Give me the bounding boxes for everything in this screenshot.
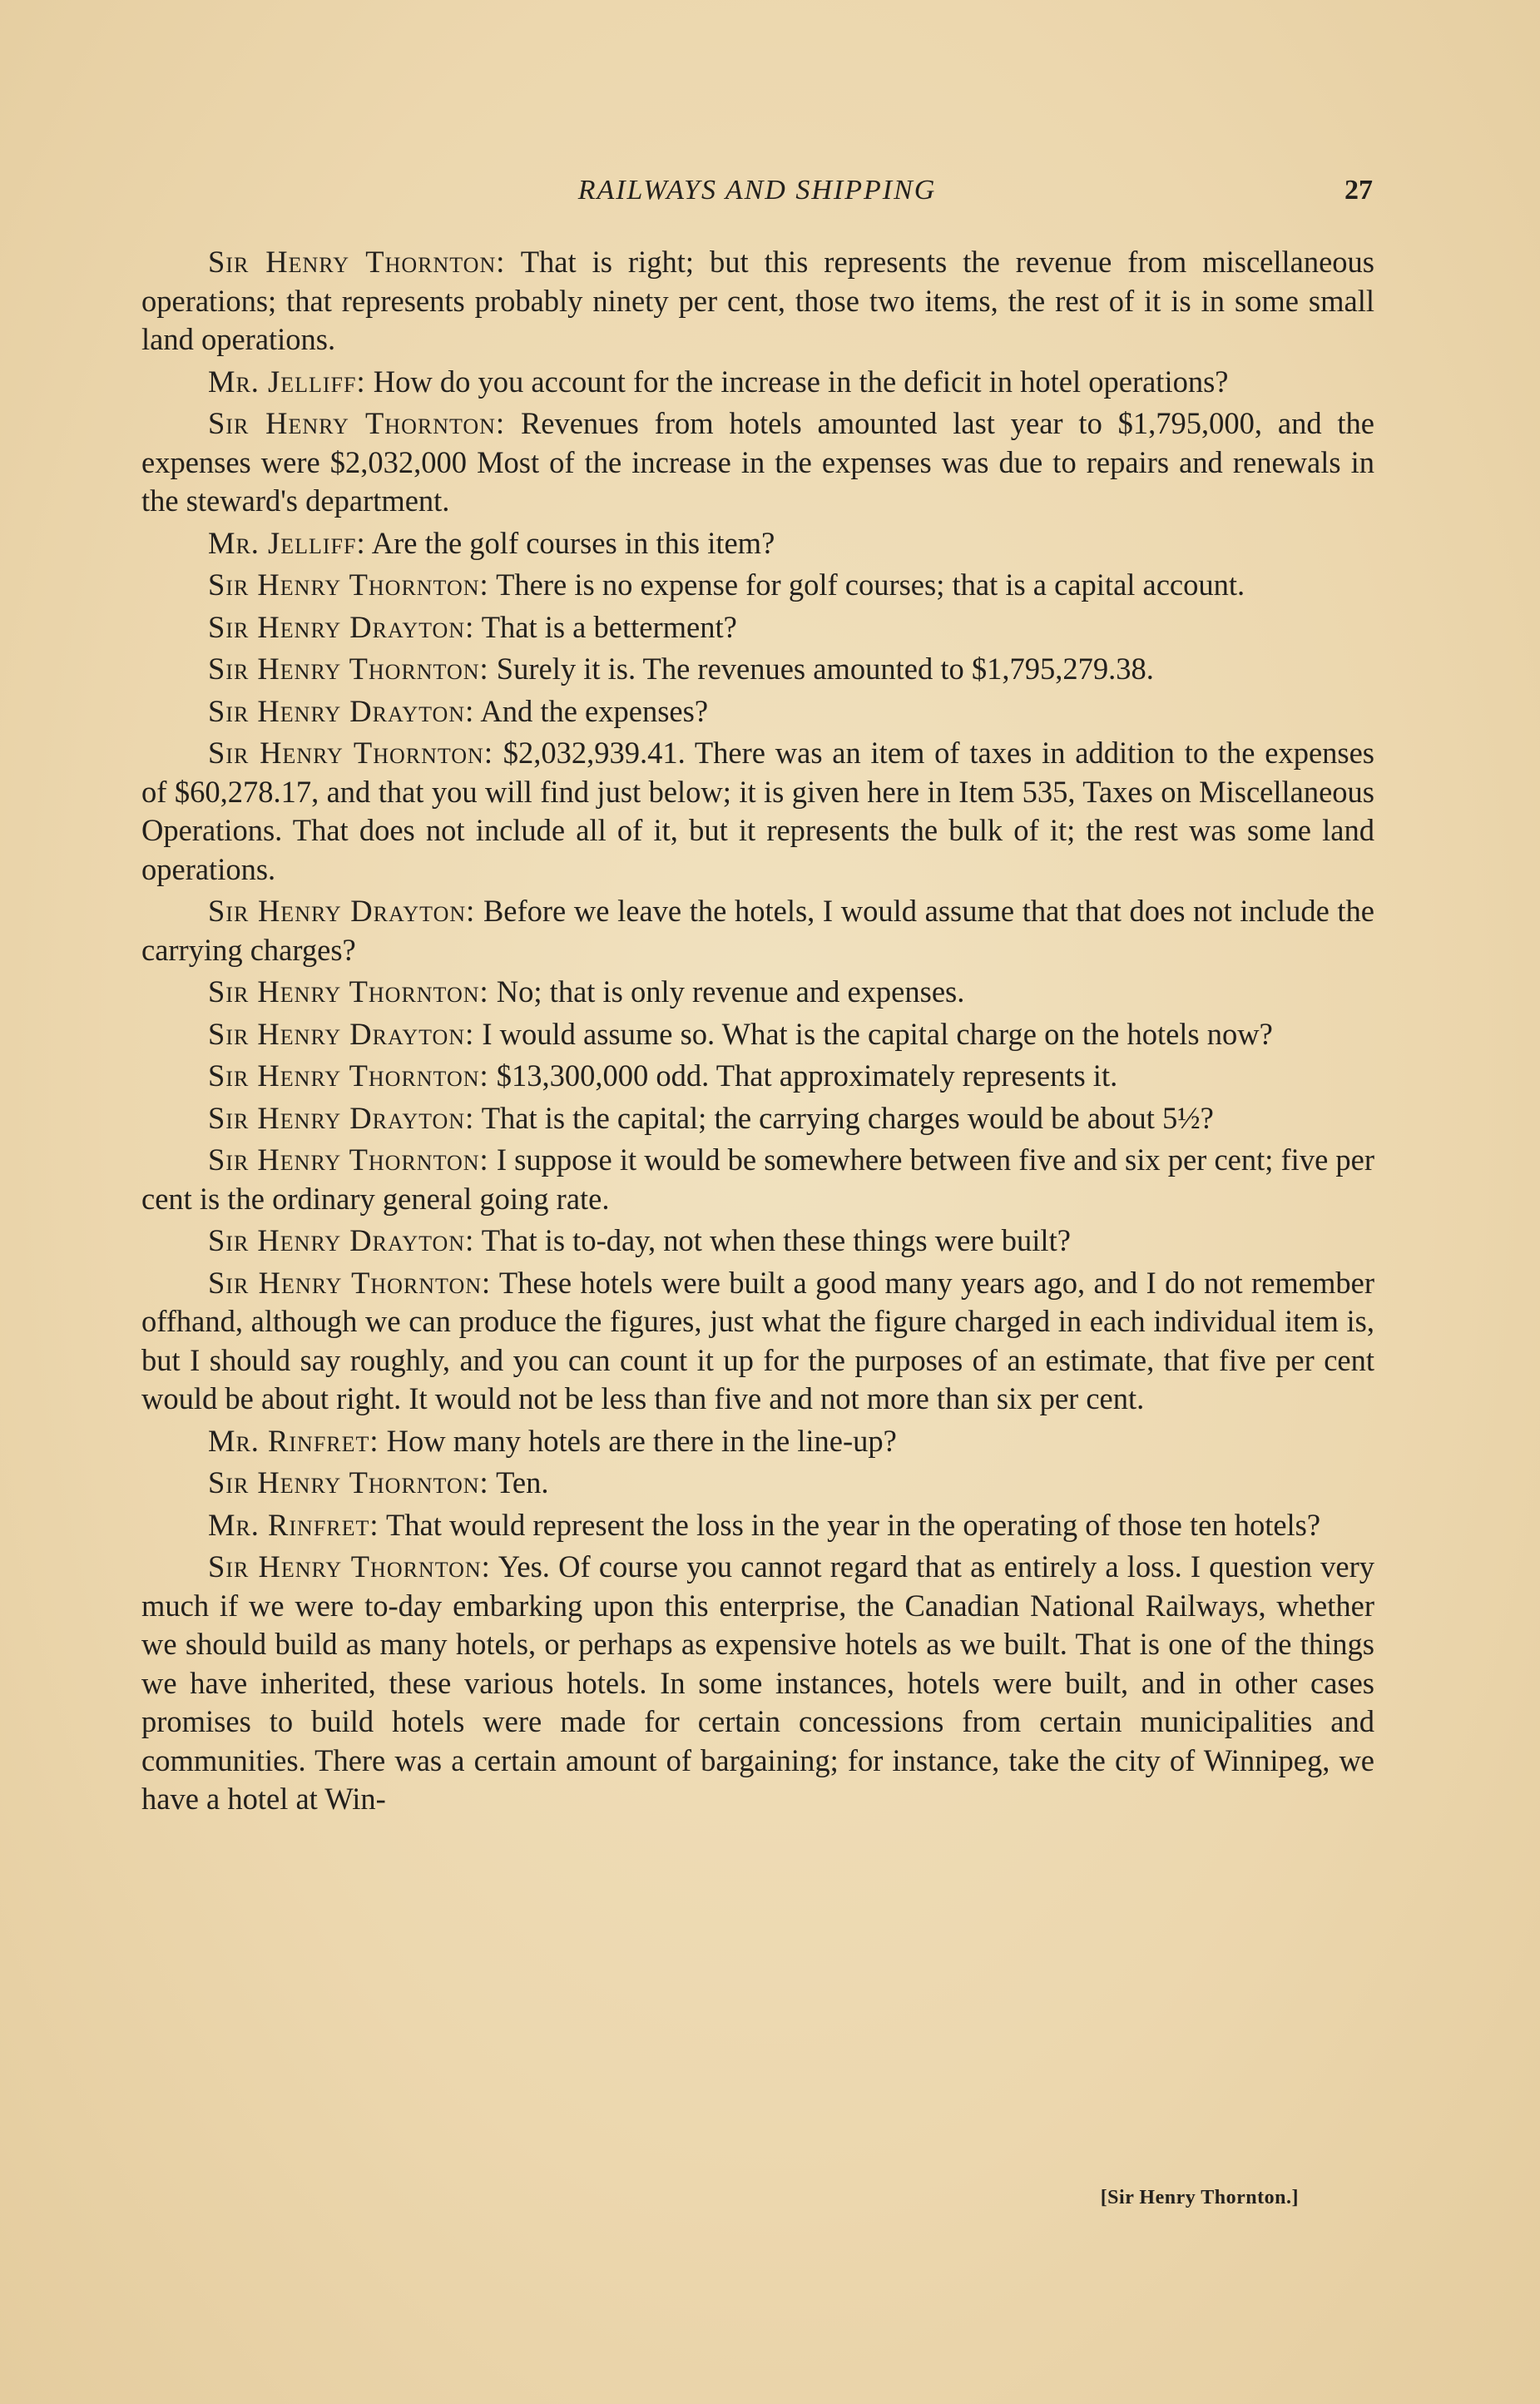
speech-text: That is to-day, not when these things were built? xyxy=(481,1223,1071,1257)
speech-text: There is no expense for golf courses; that is a capital account. xyxy=(496,568,1245,602)
transcript-paragraph xyxy=(141,1548,1374,1819)
speech-text: Surely it is. The revenues amounted to $1,795,279.38. xyxy=(496,652,1154,686)
speech-text: And the expenses? xyxy=(480,693,709,728)
page-number: 27 xyxy=(1344,175,1373,206)
transcript-paragraph xyxy=(141,1099,1374,1138)
speaker-name: Mr. Jelliff: xyxy=(208,364,366,399)
speech-text: Ten. xyxy=(496,1465,549,1499)
speaker-name: Sir Henry Thornton: xyxy=(208,652,489,686)
speaker-name: Sir Henry Drayton: xyxy=(208,894,476,928)
transcript-paragraph xyxy=(141,404,1374,521)
transcript-paragraph xyxy=(141,524,1374,563)
speaker-name: Sir Henry Thornton: xyxy=(208,245,506,279)
speech-text: These hotels were built a good many years ago, and I do not remember offhand, although we can produce the figures, just what the figure charged in each individual item is, but I should say roughly, and you can count it up for the purposes of an estimate, that five per cent would be about right. It would not be less than five and not more than six per cent. xyxy=(141,1265,1374,1415)
speech-text: Are the golf courses in this item? xyxy=(371,525,775,560)
transcript-paragraph xyxy=(141,1264,1374,1419)
speech-text: No; that is only revenue and expenses. xyxy=(496,974,965,1009)
transcript-paragraph xyxy=(141,650,1374,689)
transcript-paragraph xyxy=(141,566,1374,605)
page-header xyxy=(141,175,1373,216)
transcript-paragraph xyxy=(141,1422,1374,1461)
speaker-name: Sir Henry Thornton: xyxy=(208,1265,492,1300)
speaker-name: Mr. Rinfret: xyxy=(208,1423,379,1458)
speech-text: Before we leave the hotels, I would assume that that does not include the carrying charges? xyxy=(141,894,1375,967)
speech-text: That would represent the loss in the year in the operating of those ten hotels? xyxy=(386,1507,1321,1542)
speech-text: I suppose it would be somewhere between five and six per cent; five per cent is the ordinary general going rate. xyxy=(141,1143,1375,1216)
speaker-name: Sir Henry Thornton: xyxy=(208,1465,489,1499)
transcript-paragraph xyxy=(141,692,1374,731)
speaker-name: Sir Henry Drayton: xyxy=(208,609,475,644)
transcript-paragraph xyxy=(141,608,1374,647)
speaker-continuation-note: [Sir Henry Thornton.] xyxy=(1100,2187,1299,2208)
speech-text: Yes. Of course you cannot regard that as entirely a loss. I question very much if we were to-day embarking upon this enterprise, the Canadian National Railways, whether we should build as many hotels, or perhaps as expensive hotels as we built. That is one of the things we have inherited, these various hotels. In some instances, hotels were built, and in other cases promises to build hotels were made for certain concessions from certain municipalities and communities. There was a certain amount of bargaining; for instance, take the city of Winnipeg, we have a hotel at Win- xyxy=(141,1549,1375,1816)
transcript-paragraph xyxy=(141,1222,1374,1261)
speech-text: $13,300,000 odd. That approximately represents it. xyxy=(496,1058,1118,1093)
speaker-name: Sir Henry Drayton: xyxy=(208,1100,475,1135)
speaker-name: Mr. Rinfret: xyxy=(208,1507,379,1542)
speech-text: How do you account for the increase in the deficit in hotel operations? xyxy=(373,364,1229,399)
speech-text: How many hotels are there in the line-up? xyxy=(386,1423,897,1458)
speaker-name: Sir Henry Drayton: xyxy=(208,693,475,728)
transcript-paragraph xyxy=(141,734,1374,889)
transcript-paragraph xyxy=(141,1506,1374,1545)
running-title: RAILWAYS AND SHIPPING xyxy=(577,175,937,206)
transcript-paragraph xyxy=(141,1015,1374,1054)
speech-text: That is right; but this represents the revenue from miscellaneous operations; that represents probably ninety per cent, those two items, the rest of it is in some small land operations. xyxy=(141,245,1374,356)
transcript-body xyxy=(141,243,1374,1822)
speaker-name: Sir Henry Thornton: xyxy=(208,974,489,1009)
speaker-name: Sir Henry Thornton: xyxy=(208,568,489,602)
speaker-name: Sir Henry Thornton: xyxy=(208,406,506,440)
transcript-paragraph xyxy=(141,892,1374,969)
speech-text: That is the capital; the carrying charges would be about 5½? xyxy=(481,1100,1214,1135)
speaker-name: Sir Henry Drayton: xyxy=(208,1016,475,1051)
speaker-name: Sir Henry Drayton: xyxy=(208,1223,475,1257)
transcript-paragraph xyxy=(141,363,1374,402)
transcript-paragraph xyxy=(141,1141,1374,1218)
speaker-name: Mr. Jelliff: xyxy=(208,525,366,560)
speech-text: I would assume so. What is the capital charge on the hotels now? xyxy=(482,1016,1273,1051)
transcript-paragraph xyxy=(141,1464,1374,1503)
transcript-paragraph xyxy=(141,1057,1374,1096)
speaker-name: Sir Henry Thornton: xyxy=(208,736,493,770)
transcript-paragraph xyxy=(141,973,1374,1012)
speech-text: That is a betterment? xyxy=(481,609,737,644)
speech-text: Revenues from hotels amounted last year to $1,795,000, and the expenses were $2,032,000 Most of the increase in the expenses was due to repairs and renewals in the steward's department. xyxy=(141,406,1374,518)
speaker-name: Sir Henry Thornton: xyxy=(208,1058,489,1093)
speech-text: $2,032,939.41. There was an item of taxes in addition to the expenses of $60,278.17, and that you will find just below; it is given here in Item 535, Taxes on Miscellaneous Operations. That does not include all of it, but it represents the bulk of it; the rest was some land operations. xyxy=(141,736,1375,886)
speaker-name: Sir Henry Thornton: xyxy=(208,1549,491,1584)
transcript-paragraph xyxy=(141,243,1374,359)
speaker-name: Sir Henry Thornton: xyxy=(208,1143,489,1177)
